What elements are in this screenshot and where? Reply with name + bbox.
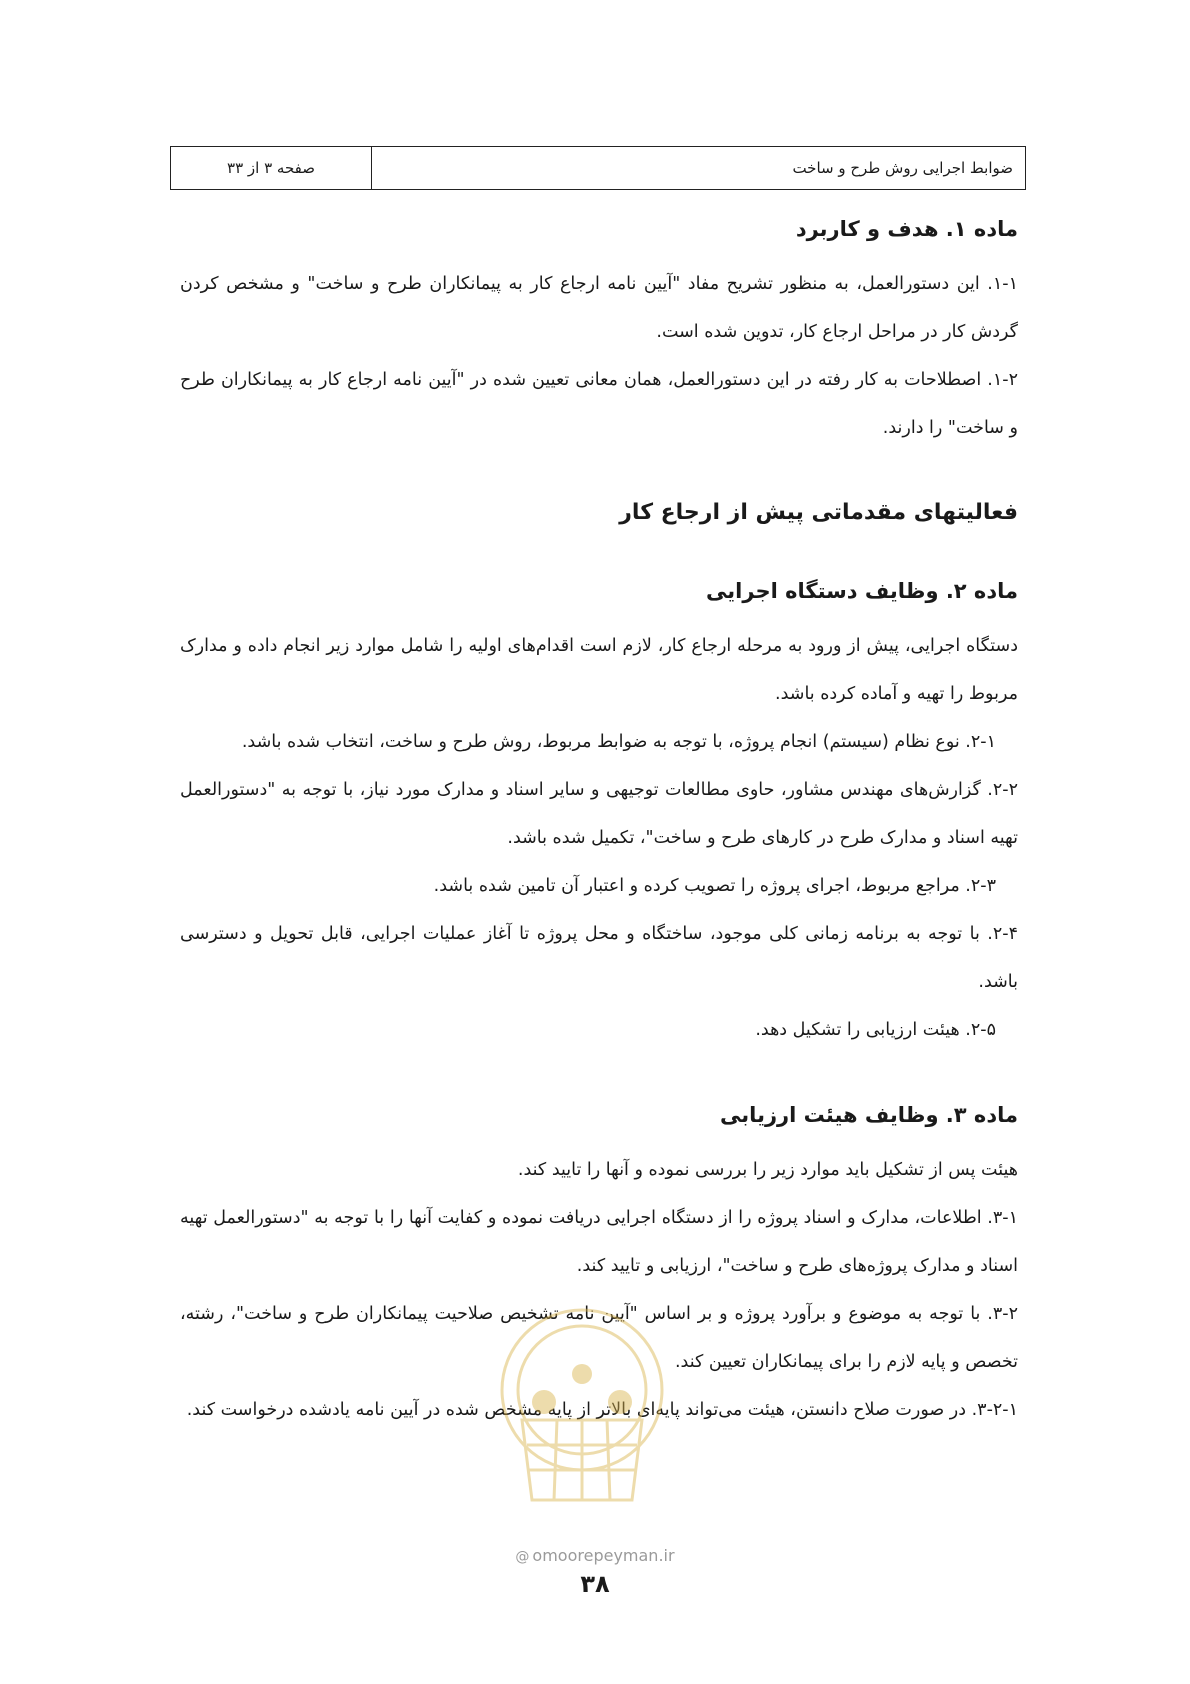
article3-heading: ماده ۳. وظایف هیئت ارزیابی: [720, 1103, 1018, 1127]
page-info: صفحه ۳ از ۳۳: [227, 159, 315, 177]
article1-heading: ماده ۱. هدف و کاربرد: [795, 217, 1018, 241]
watermark-url: @ omoorepeyman.ir: [515, 1546, 675, 1565]
page-header-table: [170, 146, 1026, 190]
article2-clause5: ۲-۵. هیئت ارزیابی را تشکیل دهد.: [755, 1020, 996, 1040]
document-body: [180, 212, 1018, 1434]
article2-intro: دستگاه اجرایی، پیش از ورود به مرحله ارجاع کار، لازم است اقدام‌های اولیه را شامل موارد زیر انجام داده و مدارک مربوط را تهیه و آماده کرده باشد.: [180, 636, 1018, 704]
document-title: ضوابط اجرایی روش طرح و ساخت: [371, 147, 1025, 189]
page-number: ۳۸: [580, 1570, 610, 1598]
article3-clause1: ۳-۱. اطلاعات، مدارک و اسناد پروژه را از دستگاه اجرایی دریافت نموده و کفایت آنها را با توجه به "دستورالعمل تهیه اسناد و مدارک پروژه‌های طرح و ساخت"، ارزیابی و تایید کند.: [180, 1208, 1018, 1276]
article3-clause2: ۳-۲. با توجه به موضوع و برآورد پروژه و بر اساس "آیین نامه تشخیص صلاحیت پیمانکاران طرح و ساخت"، رشته، تخصص و پایه لازم را برای پیمانکاران تعیین کند.: [180, 1304, 1018, 1372]
article2-clause2: ۲-۲. گزارش‌های مهندس مشاور، حاوی مطالعات توجیهی و سایر اسناد و مدارک مورد نیاز، با توجه به "دستورالعمل تهیه اسناد و مدارک طرح در کارهای طرح و ساخت"، تکمیل شده باشد.: [180, 780, 1018, 848]
article3-clause2-1: ۳-۲-۱. در صورت صلاح دانستن، هیئت می‌تواند پایه‌ای بالاتر از پایه مشخص شده در آیین نامه یادشده درخواست کند.: [186, 1400, 1018, 1420]
article3-intro: هیئت پس از تشکیل باید موارد زیر را بررسی نموده و آنها را تایید کند.: [517, 1160, 1018, 1180]
article1-clause2: ۱-۲. اصطلاحات به کار رفته در این دستورالعمل، همان معانی تعیین شده در "آیین نامه ارجاع کار به پیمانکاران طرح و ساخت" را دارند.: [180, 370, 1018, 438]
article2-clause1: ۲-۱. نوع نظام (سیستم) انجام پروژه، با توجه به ضوابط مربوط، روش طرح و ساخت، انتخاب شده باشد.: [241, 732, 996, 752]
article1-clause1: ۱-۱. این دستورالعمل، به منظور تشریح مفاد "آیین نامه ارجاع کار به پیمانکاران طرح و ساخت" و مشخص کردن گردش کار در مراحل ارجاع کار، تدوین شده است.: [180, 274, 1018, 342]
article2-clause4: ۲-۴. با توجه به برنامه زمانی کلی موجود، ساختگاه و محل پروژه تا آغاز عملیات اجرایی، قابل تحویل و دسترسی باشد.: [180, 924, 1018, 992]
at-sign-icon: @: [515, 1549, 530, 1565]
section-title: فعالیتهای مقدماتی پیش از ارجاع کار: [619, 500, 1018, 525]
article2-clause3: ۲-۳. مراجع مربوط، اجرای پروژه را تصویب کرده و اعتبار آن تامین شده باشد.: [433, 876, 996, 896]
article2-heading: ماده ۲. وظایف دستگاه اجرایی: [706, 579, 1018, 603]
